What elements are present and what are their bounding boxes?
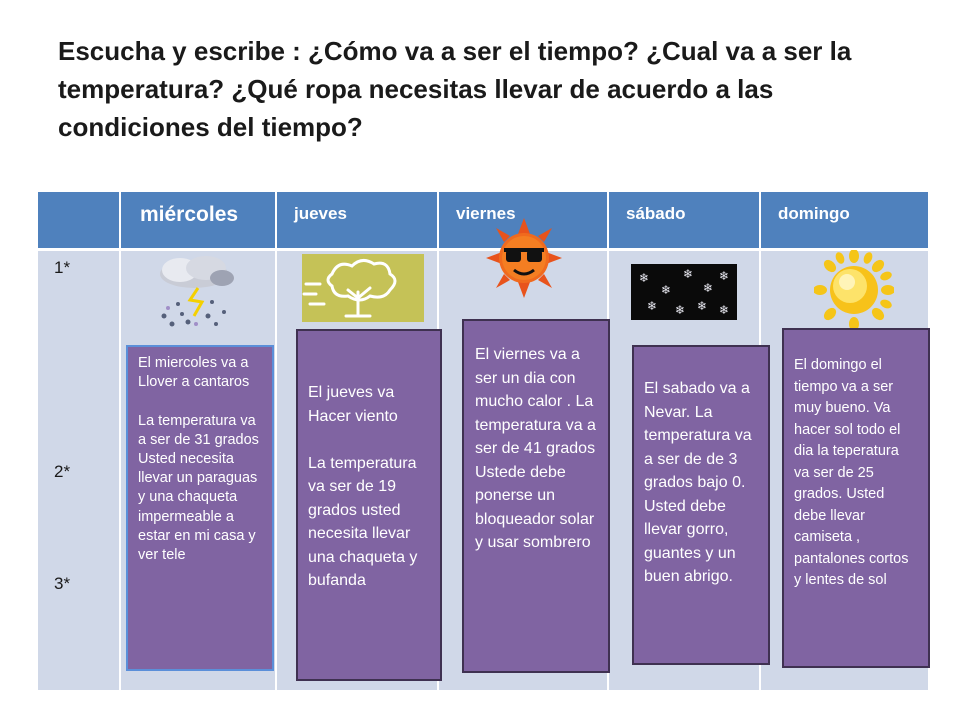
header-sabado xyxy=(608,192,760,248)
svg-text:❄: ❄ xyxy=(639,271,650,285)
windy-tree-icon xyxy=(302,254,424,322)
svg-text:❄: ❄ xyxy=(719,269,730,283)
header-label: sábado xyxy=(626,204,686,223)
svg-text:❄: ❄ xyxy=(697,299,708,313)
header-corner xyxy=(38,192,120,248)
row-label-3: 3* xyxy=(54,574,71,593)
snow-icon xyxy=(631,264,737,320)
svg-text:❄: ❄ xyxy=(647,299,658,313)
page-title: Escucha y escribe : ¿Cómo va a ser el tiempo? ¿Cual va a ser la temperatura? ¿Qué ropa necesitas llevar de acuerdo a las condiciones del tiempo? xyxy=(58,36,852,142)
svg-text:❄: ❄ xyxy=(675,303,686,317)
header-miercoles xyxy=(120,192,276,248)
row-label-cell xyxy=(38,248,120,690)
svg-text:❄: ❄ xyxy=(719,303,730,317)
header-divider xyxy=(38,248,928,251)
svg-text:❄: ❄ xyxy=(683,267,694,281)
header-domingo xyxy=(760,192,928,248)
header-label: miércoles xyxy=(140,203,239,226)
svg-text:❄: ❄ xyxy=(661,283,672,297)
note-miercoles: El miercoles va a Llover a cantaros La temperatura va a ser de 31 grados Usted necesita llevar un paraguas y una chaqueta impermeable a estar en mi casa y ver tele xyxy=(126,345,274,671)
note-domingo: El domingo el tiempo va a ser muy bueno. Va hacer sol todo el dia la teperatura va ser de 25 grados. Usted debe llevar camiseta , pantalones cortos y lentes de sol xyxy=(782,328,930,668)
note-sabado: El sabado va a Nevar. La temperatura va a ser de de 3 grados bajo 0. Usted debe llevar gorro, guantes y un buen abrigo. xyxy=(632,345,770,665)
thunderstorm-icon xyxy=(150,254,240,330)
divider xyxy=(119,192,121,690)
sun-icon xyxy=(814,250,894,330)
hot-sun-sunglasses-icon xyxy=(486,218,562,298)
header-label: viernes xyxy=(456,204,516,223)
header-jueves xyxy=(276,192,438,248)
row-label-1: 1* xyxy=(54,258,71,277)
note-viernes: El viernes va a ser un dia con mucho calor . La temperatura va a ser de 41 grados Ustede debe ponerse un bloqueador solar y usar sombrero xyxy=(462,319,610,673)
note-jueves: El jueves va Hacer viento La temperatura va ser de 19 grados usted necesita llevar una chaqueta y bufanda xyxy=(296,329,442,681)
header-label: domingo xyxy=(778,204,850,223)
divider xyxy=(275,192,277,690)
svg-text:❄: ❄ xyxy=(703,281,714,295)
header-label: jueves xyxy=(294,204,347,223)
row-label-2: 2* xyxy=(54,462,71,481)
